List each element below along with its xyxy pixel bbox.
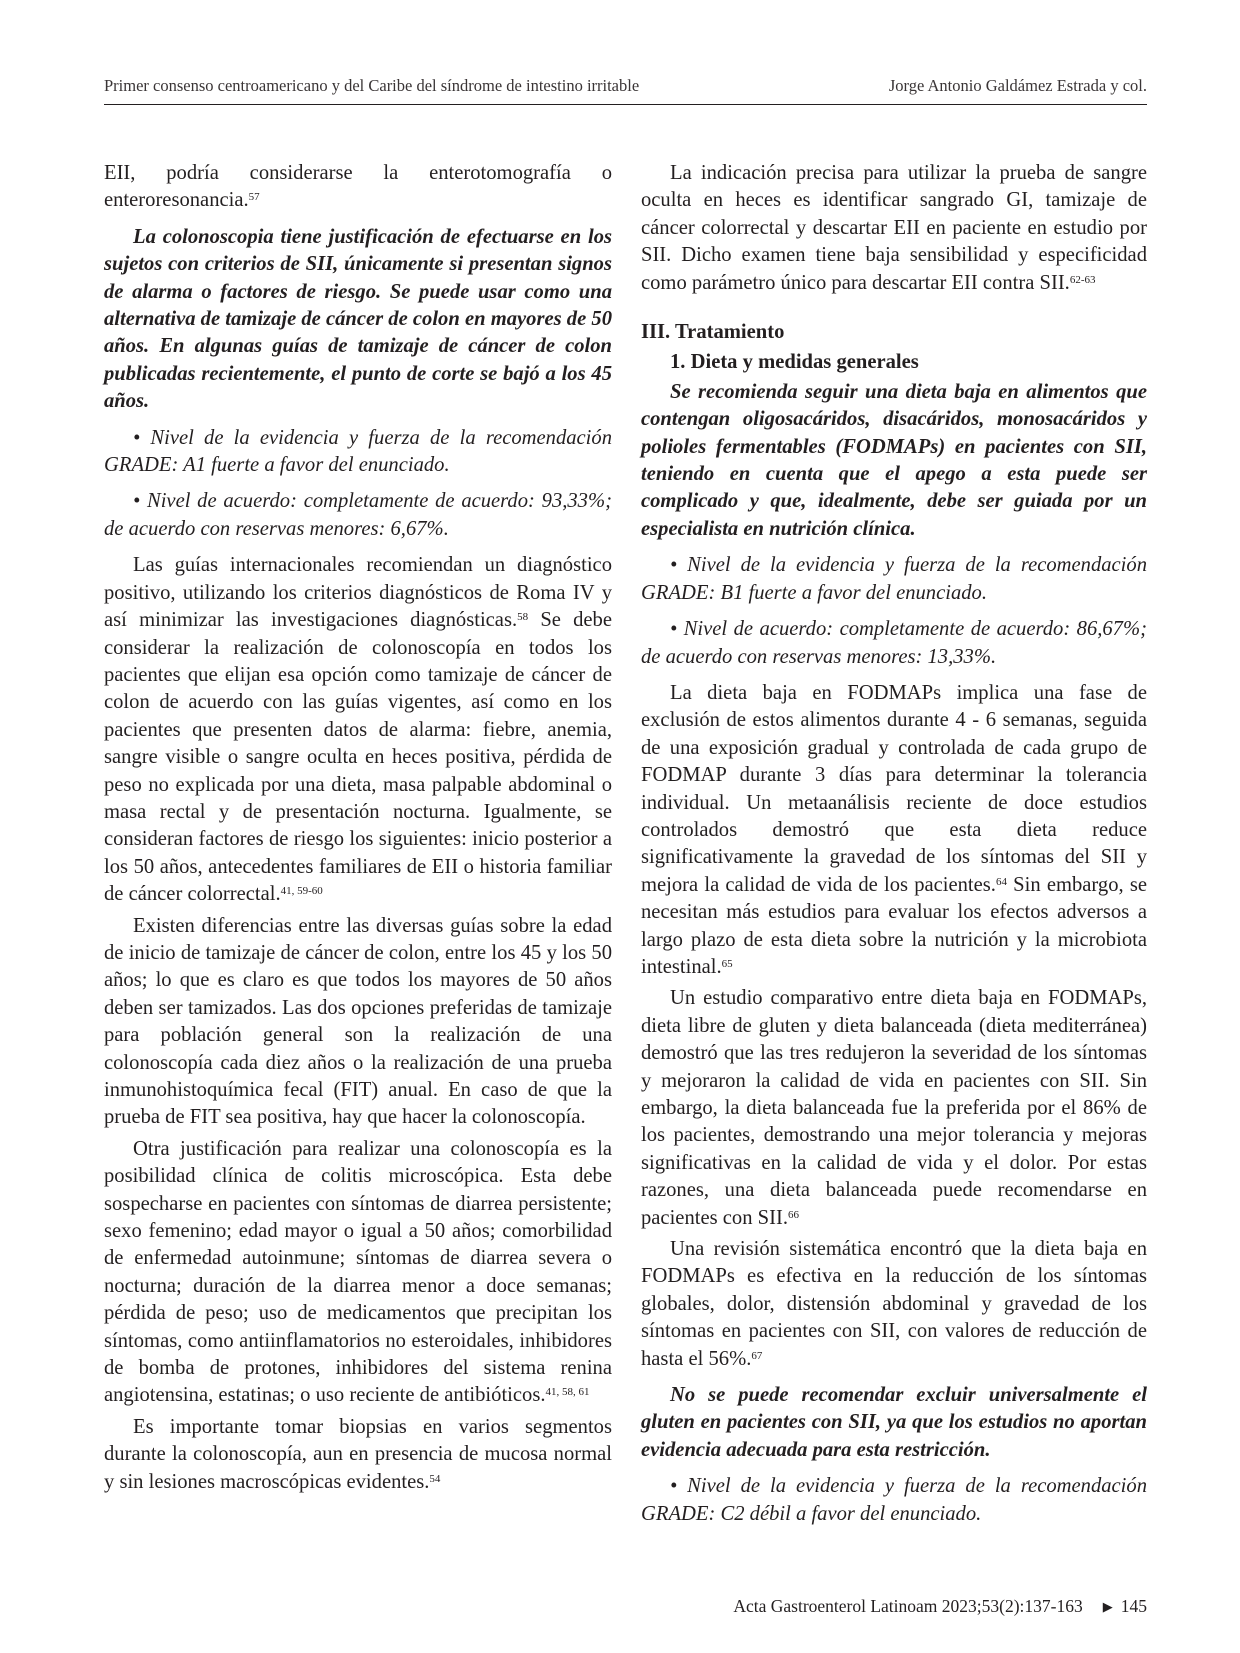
recommendation-statement: No se puede recomendar excluir universalmente el gluten en pacientes con SII, ya que los estudios no aportan evidencia adecuada para esta restricción. [641, 1384, 1147, 1461]
citation: 62-63 [1069, 273, 1096, 286]
right-column [641, 160, 1147, 1537]
header-authors: Jorge Antonio Galdámez Estrada y col. [888, 76, 1147, 95]
evidence-level: • Nivel de la evidencia y fuerza de la recomendación GRADE: C2 débil a favor del enunciado. [641, 1475, 1147, 1525]
paragraph: Un estudio comparativo entre dieta baja en FODMAPs, dieta libre de gluten y dieta balanceada (dieta mediterránea) demostró que las tres redujeron la severidad de los síntomas y mejoraron la calidad de vida en pacientes con SII. Sin embargo, la dieta balanceada fue la preferida por el 86% de los pacientes, demostrando una mejor tolerancia y mejoras significativas en la calidad de vida y el dolor. Por estas razones, una dieta balanceada puede recomendarse en pacientes con SII.$^{66}$ [641, 987, 1147, 1229]
agreement-level: • Nivel de acuerdo: completamente de acuerdo: 86,67%; de acuerdo con reservas menores: 13,33%. [641, 618, 1147, 668]
citation: 66 [787, 1208, 799, 1221]
subsection-heading: 1. Dieta y medidas generales [670, 351, 919, 374]
citation: 57 [248, 191, 260, 204]
citation: 54 [429, 1472, 441, 1485]
page-footer [733, 1596, 1147, 1617]
running-header [104, 76, 1147, 105]
agreement-level: • Nivel de acuerdo: completamente de acuerdo: 93,33%; de acuerdo con reservas menores: 6,67%. [104, 490, 612, 540]
left-column [104, 160, 612, 1500]
evidence-level: • Nivel de la evidencia y fuerza de la recomendación GRADE: B1 fuerte a favor del enunciado. [641, 554, 1147, 604]
arrow-right-icon: ▶ [1102, 1599, 1113, 1614]
paragraph: Una revisión sistemática encontró que la dieta baja en FODMAPs es efectiva en la reducción de los síntomas globales, dolor, distensión abdominal y gravedad de los síntomas en pacientes con SII, con valores de reducción de hasta el 56%.$^{67}$ [641, 1238, 1147, 1370]
citation: 41, 58, 61 [545, 1386, 590, 1399]
section-heading: III. Tratamiento [641, 321, 785, 344]
citation: 64 [995, 875, 1007, 888]
citation: 67 [751, 1349, 763, 1362]
recommendation-statement: Se recomienda seguir una dieta baja en alimentos que contengan oligosacáridos, disacáridos, monosacáridos y polioles fermentables (FODMAPs) en pacientes con SII, teniendo en cuenta que el apego a esta puede ser complicado y que, idealmente, debe ser guiada por un especialista en nutrición clínica. [641, 380, 1147, 540]
page-number: 145 [1120, 1596, 1147, 1616]
paragraph: La indicación precisa para utilizar la prueba de sangre oculta en heces es identificar sangrado GI, tamizaje de cáncer colorrectal y descartar EII en paciente en estudio por SII. Dicho examen tiene baja sensibilidad y especificidad como parámetro único para descartar EII contra SII.$^{62-63}$ [641, 162, 1147, 294]
paragraph: EII, podría considerarse la enterotomografía o enteroresonancia.$^{57}$ [104, 162, 612, 212]
evidence-level: • Nivel de la evidencia y fuerza de la recomendación GRADE: A1 fuerte a favor del enunciado. [104, 426, 612, 477]
paragraph: Existen diferencias entre las diversas guías sobre la edad de inicio de tamizaje de cáncer de colon, entre los 45 y los 50 años; lo que es claro es que todos los mayores de 50 años deben ser tamizados. Las dos opciones preferidas de tamizaje para población general son la realización de una colonoscopía cada diez años o la realización de una prueba inmunohistoquímica fecal (FIT) anual. En caso de que la prueba de FIT sea positiva, hay que hacer la colonoscopía. [104, 914, 612, 1129]
journal-citation: Acta Gastroenterol Latinoam 2023;53(2):137-163 [733, 1596, 1083, 1616]
citation: 41, 59-60 [280, 885, 323, 898]
paragraph: Las guías internacionales recomiendan un diagnóstico positivo, utilizando los criterios diagnósticos de Roma IV y así minimizar las investigaciones diagnósticas.$^{58}$ Se debe considerar la realización de colonoscopía en todos los pacientes que elijan esa opción como tamizaje de cáncer de colon de acuerdo con las guías vigentes, así como en los pacientes que presenten datos de alarma: fiebre, anemia, sangre visible o sangre oculta en heces positiva, pérdida de peso no explicada por una dieta, masa palpable abdominal o masa rectal y de presentación nocturna. Igualmente, se consideran factores de riesgo los siguientes: inicio posterior a los 50 años, antecedentes familiares de EII o historia familiar de cáncer colorrectal.$^{41, 59-60}$ [104, 554, 612, 906]
citation: 65 [721, 957, 733, 970]
citation: 58 [517, 611, 529, 624]
paragraph: Es importante tomar biopsias en varios segmentos durante la colonoscopía, aun en presencia de mucosa normal y sin lesiones macroscópicas evidentes.$^{54}$ [104, 1415, 612, 1493]
paragraph: La dieta baja en FODMAPs implica una fase de exclusión de estos alimentos durante 4 - 6 semanas, seguida de una exposición gradual y controlada de cada grupo de FODMAP durante 3 días para determinar la tolerancia individual. Un metaanálisis reciente de doce estudios controlados demostró que esta dieta reduce significativamente la gravedad de los síntomas del SII y mejora la calidad de vida de los pacientes.$^{64}$ Sin embargo, se necesitan más estudios para evaluar los efectos adversos a largo plazo de esta dieta sobre la nutrición y la microbiota intestinal.$^{65}$ [641, 681, 1147, 978]
paragraph: Otra justificación para realizar una colonoscopía es la posibilidad clínica de colitis microscópica. Esta debe sospecharse en pacientes con síntomas de diarrea persistente; sexo femenino; edad mayor o igual a 50 años; comorbilidad de enfermedad autoinmune; síntomas de diarrea severa o nocturna; duración de la diarrea menor a doce semanas; pérdida de peso; uso de medicamentos que precipitan los síntomas, como antiinflamatorios no esteroidales, inhibidores de bomba de protones, inhibidores del sistema renina angiotensina, estatinas; o uso reciente de antibióticos.$^{41, 58, 61}$ [104, 1137, 612, 1407]
recommendation-statement: La colonoscopia tiene justificación de efectuarse en los sujetos con criterios de SII, únicamente si presentan signos de alarma o factores de riesgo. Se puede usar como una alternativa de tamizaje de cáncer de colon en mayores de 50 años. En algunas guías de tamizaje de cáncer de colon publicadas recientemente, el punto de corte se bajó a los 45 años. [104, 225, 612, 413]
header-title: Primer consenso centroamericano y del Caribe del síndrome de intestino irritable [104, 76, 640, 95]
